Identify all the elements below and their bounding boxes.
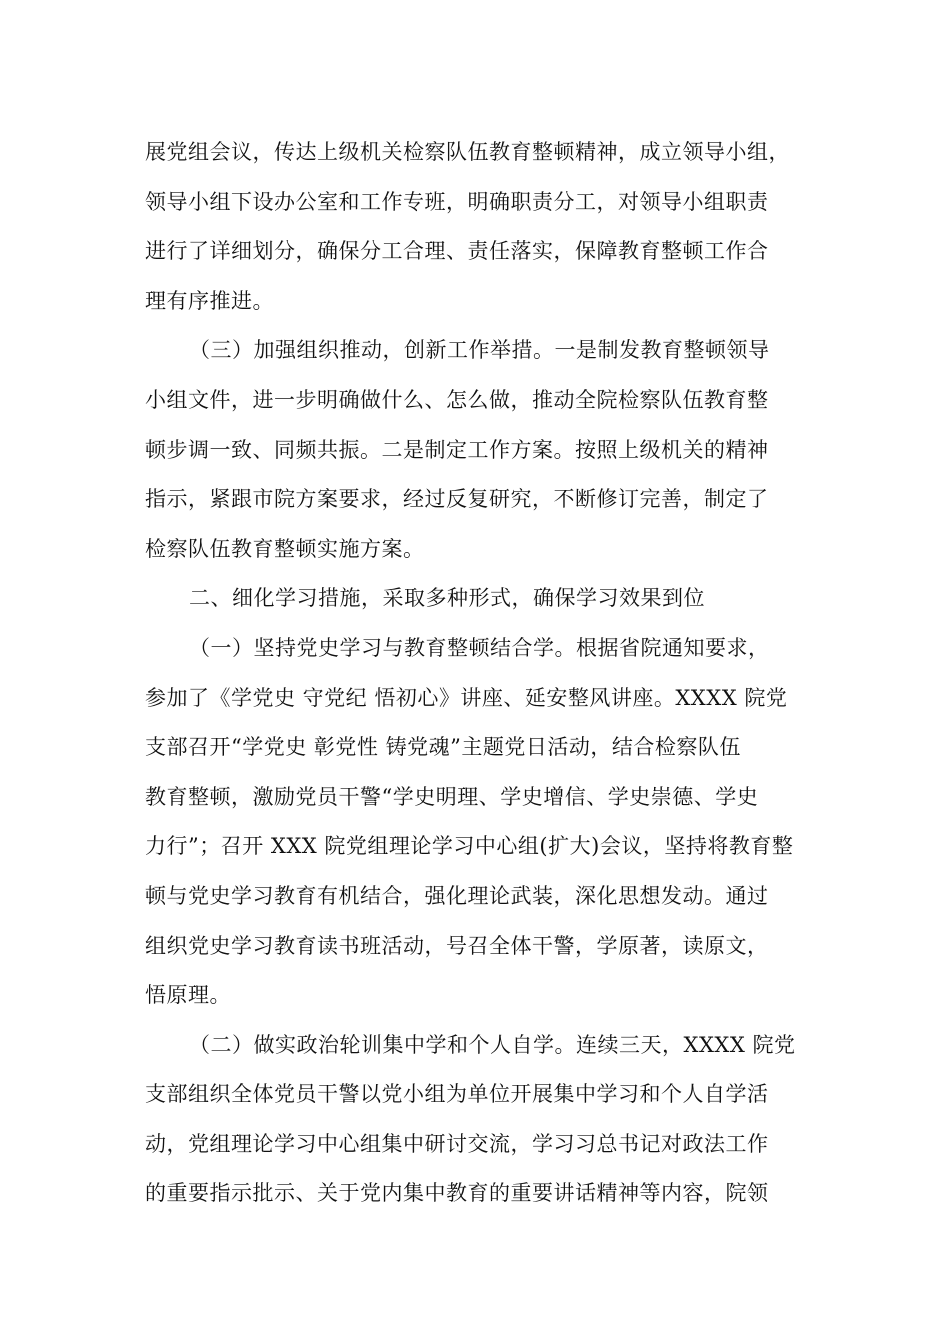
text-line: 支部召开“学党史 彰党性 铸党魂”主题党日活动，结合检察队伍 bbox=[145, 735, 741, 760]
document-body bbox=[145, 128, 813, 1219]
text-line: 悟原理。 bbox=[145, 983, 231, 1008]
text-line: （三）加强组织推动，创新工作举措。一是制发教育整顿领导 bbox=[189, 338, 770, 363]
text-line: 的重要指示批示、关于党内集中教育的重要讲话精神等内容，院领 bbox=[145, 1181, 769, 1206]
text-line: 动，党组理论学习中心组集中研讨交流，学习习总书记对政法工作 bbox=[145, 1131, 769, 1156]
text-line: 力行”；召开 XXX 院党组理论学习中心组(扩大)会议，坚持将教育整 bbox=[145, 834, 794, 859]
text-line: 顿与党史学习教育有机结合，强化理论武装，深化思想发动。通过 bbox=[145, 883, 769, 908]
text-line: 小组文件，进一步明确做什么、怎么做，推动全院检察队伍教育整 bbox=[145, 387, 769, 412]
text-line: （二）做实政治轮训集中学和个人自学。连续三天，XXXX 院党 bbox=[189, 1032, 796, 1057]
text-line: 指示，紧跟市院方案要求，经过反复研究，不断修订完善，制定了 bbox=[145, 487, 769, 512]
text-line: 参加了《学党史 守党纪 悟初心》讲座、延安整风讲座。XXXX 院党 bbox=[145, 685, 788, 710]
text-line: 二、细化学习措施，采取多种形式，确保学习效果到位 bbox=[189, 586, 705, 611]
text-line: 组织党史学习教育读书班活动，号召全体干警，学原著，读原文， bbox=[145, 933, 769, 958]
text-line: 检察队伍教育整顿实施方案。 bbox=[145, 536, 425, 561]
text-line: 进行了详细划分，确保分工合理、责任落实，保障教育整顿工作合 bbox=[145, 239, 769, 264]
text-line: 顿步调一致、同频共振。二是制定工作方案。按照上级机关的精神 bbox=[145, 437, 769, 462]
text-line: 支部组织全体党员干警以党小组为单位开展集中学习和个人自学活 bbox=[145, 1082, 769, 1107]
text-line: 领导小组下设办公室和工作专班，明确职责分工，对领导小组职责 bbox=[145, 189, 769, 214]
text-line: 教育整顿，激励党员干警“学史明理、学史增信、学史崇德、学史 bbox=[145, 784, 759, 809]
text-line: （一）坚持党史学习与教育整顿结合学。根据省院通知要求， bbox=[189, 635, 770, 660]
text-line: 理有序推进。 bbox=[145, 288, 274, 313]
text-line: 展党组会议，传达上级机关检察队伍教育整顿精神，成立领导小组， bbox=[145, 140, 790, 164]
